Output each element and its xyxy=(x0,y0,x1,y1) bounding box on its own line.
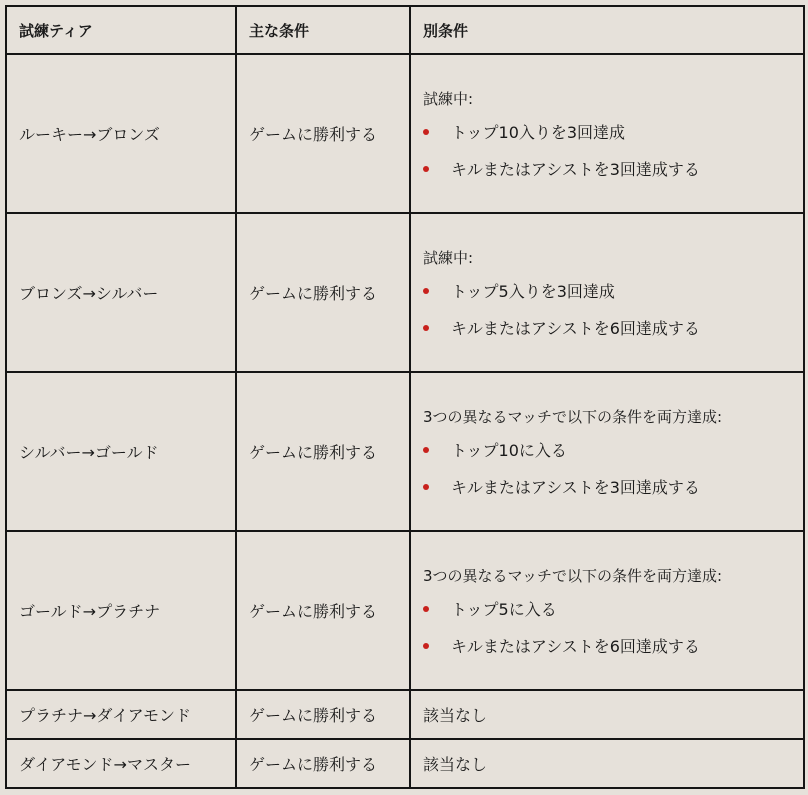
tier-cell: シルバー→ゴールド xyxy=(6,372,236,531)
bullet-icon xyxy=(423,643,429,649)
tier-cell: プラチナ→ダイアモンド xyxy=(6,690,236,739)
main-condition-cell: ゲームに勝利する xyxy=(236,739,410,788)
tier-cell: ブロンズ→シルバー xyxy=(6,213,236,372)
alt-condition-item xyxy=(423,636,803,657)
header-alt-condition: 別条件 xyxy=(410,6,804,54)
alt-condition-intro: 試練中: xyxy=(423,89,474,108)
tier-cell: ゴールド→プラチナ xyxy=(6,531,236,690)
alt-condition-text: トップ5に入る xyxy=(451,599,557,619)
alt-condition-cell: 該当なし xyxy=(410,739,804,788)
main-condition-cell: ゲームに勝利する xyxy=(236,372,410,531)
alt-condition-text: トップ10入りを3回達成 xyxy=(451,122,626,142)
alt-condition-list xyxy=(423,281,803,339)
trial-tier-table-container xyxy=(5,5,803,790)
table-row xyxy=(6,213,804,372)
alt-condition-list xyxy=(423,599,803,657)
alt-condition-text: キルまたはアシストを3回達成する xyxy=(451,159,700,179)
bullet-icon xyxy=(423,288,429,294)
alt-condition-cell xyxy=(410,54,804,213)
bullet-icon xyxy=(423,447,429,453)
table-row xyxy=(6,372,804,531)
main-condition-cell: ゲームに勝利する xyxy=(236,213,410,372)
table-row xyxy=(6,531,804,690)
alt-condition-text: トップ5入りを3回達成 xyxy=(451,281,615,301)
alt-condition-text: キルまたはアシストを6回達成する xyxy=(451,318,700,338)
alt-condition-item xyxy=(423,440,803,461)
trial-tier-table xyxy=(5,5,805,789)
alt-condition-cell xyxy=(410,213,804,372)
bullet-icon xyxy=(423,166,429,172)
alt-condition-list xyxy=(423,122,803,180)
bullet-icon xyxy=(423,484,429,490)
alt-condition-list xyxy=(423,440,803,498)
alt-condition-item xyxy=(423,318,803,339)
alt-condition-cell xyxy=(410,372,804,531)
main-condition-cell: ゲームに勝利する xyxy=(236,690,410,739)
table-row xyxy=(6,690,804,739)
alt-condition-item xyxy=(423,477,803,498)
table-header-row xyxy=(6,6,804,54)
alt-condition-item xyxy=(423,599,803,620)
bullet-icon xyxy=(423,129,429,135)
alt-condition-intro: 3つの異なるマッチで以下の条件を両方達成: xyxy=(423,566,722,585)
bullet-icon xyxy=(423,325,429,331)
alt-condition-item xyxy=(423,122,803,143)
main-condition-cell: ゲームに勝利する xyxy=(236,531,410,690)
alt-condition-cell: 該当なし xyxy=(410,690,804,739)
alt-condition-text: トップ10に入る xyxy=(451,440,567,460)
tier-cell: ダイアモンド→マスター xyxy=(6,739,236,788)
header-tier: 試練ティア xyxy=(6,6,236,54)
tier-cell: ルーキー→ブロンズ xyxy=(6,54,236,213)
alt-condition-text: キルまたはアシストを3回達成する xyxy=(451,477,700,497)
alt-condition-item xyxy=(423,159,803,180)
main-condition-cell: ゲームに勝利する xyxy=(236,54,410,213)
alt-condition-text: キルまたはアシストを6回達成する xyxy=(451,636,700,656)
alt-condition-intro: 試練中: xyxy=(423,248,474,267)
bullet-icon xyxy=(423,606,429,612)
alt-condition-cell xyxy=(410,531,804,690)
table-row xyxy=(6,54,804,213)
alt-condition-item xyxy=(423,281,803,302)
table-row xyxy=(6,739,804,788)
header-main-condition: 主な条件 xyxy=(236,6,410,54)
alt-condition-intro: 3つの異なるマッチで以下の条件を両方達成: xyxy=(423,407,722,426)
